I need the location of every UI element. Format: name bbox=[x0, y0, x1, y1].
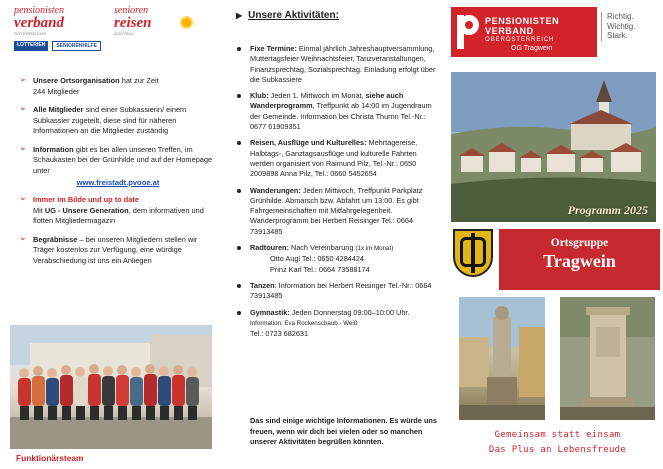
closing-text: Das sind einige wichtige Informationen. Es würde uns freuen, wenn wir dich bei vielen oder so manchen unserer Aktivitäten begrüßen könnten. bbox=[250, 416, 437, 446]
triangle-right-icon: ▶ bbox=[236, 11, 243, 20]
list-item: Tanzen: Information bei Herbert Reisinger Tel.-Nr.: 0664 73913485 bbox=[236, 281, 440, 302]
pensionistenverband-logo: pensionisten verband ÖSTERREICHS bbox=[14, 5, 64, 36]
arrow-right-icon: ➢ bbox=[20, 235, 26, 243]
programm-label: Programm 2025 bbox=[567, 203, 648, 217]
statue-illustration bbox=[459, 297, 545, 420]
town-photo bbox=[451, 72, 656, 222]
statue-photo bbox=[459, 297, 545, 420]
activities-list bbox=[236, 44, 440, 345]
bullet-icon bbox=[237, 246, 241, 250]
monument-illustration bbox=[560, 297, 655, 420]
partner-logos bbox=[14, 6, 214, 52]
list-item: ➢ Information gibt es bei allen unseren Treffen, im Schaukasten bei der Grünhilde und auf der Homepage unter bbox=[20, 144, 213, 175]
list-item: Fixe Termine: Einmal jährlich Jahreshauptversammlung, Muttertagsfeier Weihnachtsfeier, Tanzveranstaltungen, Finanzsprechtag, Sozialsprechtag. Einladung erfolgt über die Subkassiere bbox=[236, 44, 440, 85]
info-bullets bbox=[20, 76, 216, 274]
list-item: Wanderungen: Jeden Mittwoch, Treffpunkt Parkplatz Grünhilde. Abmarsch bzw. Abfahrt um 13:00. Es gibt Fahrgemeinschaften mit Mitfahrgelegenheit. Wanderprogramm bei Herbert Reisinger Tel.: 0664 73913485 bbox=[236, 186, 440, 237]
lotterien-logo: LOTTERIEN SENIORENHILFE bbox=[14, 41, 101, 51]
town-illustration bbox=[451, 72, 656, 222]
pensionistenverband-brand: PENSIONISTEN VERBAND OBERÖSTERREICH OG Tragwein bbox=[451, 7, 597, 57]
sun-icon bbox=[182, 18, 191, 27]
bullet-icon bbox=[237, 141, 241, 145]
bullet-icon bbox=[237, 284, 241, 288]
team-photo bbox=[10, 325, 212, 449]
list-item: Radtouren: Nach Vereinbarung (1x im Monat) Otto Augl Tel.: 0650 4284424 Prinz Karl Tel.: 0664 73588174 bbox=[236, 243, 440, 275]
team-caption: Funktionärsteam bbox=[16, 453, 84, 463]
right-column bbox=[443, 0, 663, 469]
p-logo-icon bbox=[457, 15, 479, 49]
arrow-right-icon: ➢ bbox=[20, 145, 26, 153]
seniorenreisen-logo: senioren reisen AUSTRIA bbox=[114, 6, 152, 36]
list-item: ➢ Alle Mitglieder sind einer Subkassierin/ einem Subkassier zugeteilt, diese sind für näheren Informationen an die Mitglieder zuständig bbox=[20, 105, 187, 135]
list-item: Klub: Jeden 1. Mittwoch im Monat, siehe auch Wanderprogramm, Treffpunkt ab 14:00 im Jugendraum der Gemeinde. Information bei Christa Thurnn Tel.-Nr.: 0677 61909351 bbox=[236, 91, 440, 132]
list-item: ➢ Unsere Ortsorganisation hat zur Zeit 244 Mitglieder bbox=[20, 76, 159, 96]
middle-column bbox=[222, 0, 443, 469]
bullet-icon bbox=[237, 94, 241, 98]
list-item: ➢ Immer im Bilde und up to date Mit UG - Unsere Generation, dem informativen und flotten Mitgliedermagazin bbox=[20, 195, 204, 225]
list-item: ➢ Begräbnisse – bei unseren Mitgliedern stellen wir Träger kostenlos zur Verfügung, eine würdige Verabschiedung ist uns ein Anliegen bbox=[20, 234, 198, 265]
bullet-icon bbox=[237, 189, 241, 193]
slogan: Richtig. Wichtig. Stark. bbox=[601, 12, 657, 41]
motto: Gemeinsam statt einsam Das Plus an Lebensfreude bbox=[488, 430, 627, 455]
ortsgruppe-banner: Ortsgruppe Tragwein bbox=[499, 229, 660, 290]
bullet-icon bbox=[237, 311, 241, 315]
monument-photo bbox=[560, 297, 655, 420]
activities-heading: ▶ Unsere Aktivitäten: bbox=[236, 10, 339, 21]
tragwein-coat-of-arms-icon bbox=[453, 229, 493, 277]
list-item: Gymnastik: Jeden Donnerstag 09:00–10:00 Uhr. Information: Eva Rockenschaub - Weiß Tel.: 0723 682631 bbox=[236, 308, 440, 340]
bullet-icon bbox=[237, 47, 241, 51]
homepage-link[interactable]: www.freistadt.pvooe.at bbox=[76, 178, 160, 187]
arrow-right-icon: ➢ bbox=[20, 77, 26, 84]
arrow-right-icon: ➢ bbox=[20, 196, 26, 203]
team-photo-illustration bbox=[10, 325, 212, 449]
list-item: Reisen, Ausflüge und Kulturelles: Mehrtagereise, Halbtags-, Ganztagsausflüge und kulturelle Fahrten werden organisiert von Raimund Pilz, Tel.-Nr.: 0650 2009898 Anna Pilz, Tel.: 0660 5452654 bbox=[236, 138, 440, 179]
arrow-right-icon: ➢ bbox=[20, 106, 26, 113]
left-column bbox=[0, 0, 222, 469]
